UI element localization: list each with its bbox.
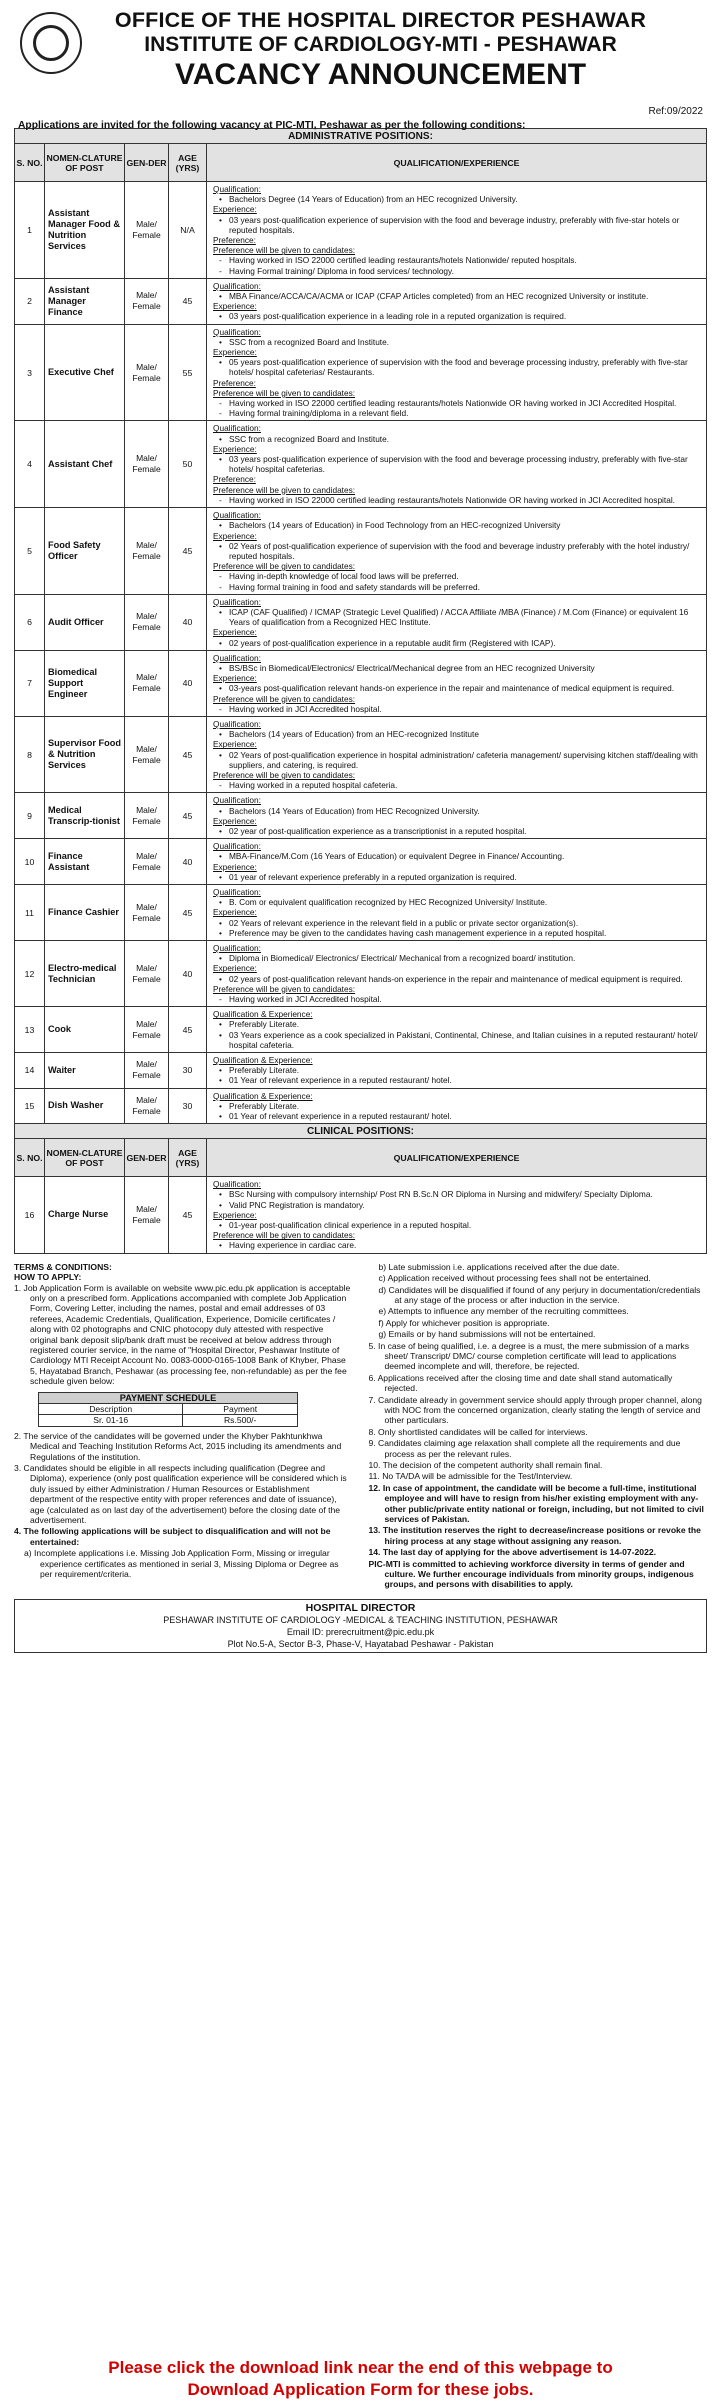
terms-section [14,1262,707,1591]
job-row [15,421,707,508]
term-item-4a: a) Incomplete applications i.e. Missing Job Application Form, Missing or irregular experience certificates as mentioned in serial 3, Missing Diploma or Degree as per requirement/criteria. [24,1548,339,1580]
job-age-limit: 30 [169,1053,207,1089]
job-serial-number: 8 [15,716,45,792]
job-age-limit: 55 [169,324,207,421]
term-right-item: e) Attempts to influence any member of the recruiting committees. [378,1306,629,1317]
term-right-item: f) Apply for whichever position is appropriate. [378,1317,550,1328]
qualification-bullet: • SSC from a recognized Board and Institute. [213,337,702,347]
term-right-item: PIC-MTI is committed to achieving workforce diversity in terms of gender and culture. We further encourage individuals from minority groups, indigenous groups, and persons with disabilities to apply. [368,1558,694,1590]
qualification-bullet: • 01 Year of relevant experience in a reputed restaurant/ hotel. [213,1075,702,1085]
job-gender: Male/ Female [125,885,169,941]
header [14,0,707,131]
qualification-heading: Preference will be given to candidates: [213,484,356,495]
job-serial-number: 1 [15,182,45,279]
qualification-bullet: • Bachelors (14 Years of Education) from HEC Recognized University. [213,806,702,816]
job-row [15,941,707,1007]
job-gender: Male/ Female [125,278,169,324]
job-age-limit: 45 [169,278,207,324]
job-post-title: Dish Washer [45,1088,125,1124]
qualification-heading: Experience: [213,347,257,358]
job-gender: Male/ Female [125,508,169,595]
job-serial-number: 16 [15,1177,45,1253]
job-gender: Male/ Female [125,421,169,508]
qualification-heading: Experience: [213,1209,257,1220]
job-serial-number: 2 [15,278,45,324]
job-serial-number: 5 [15,508,45,595]
qualification-bullet: • Preference may be given to the candidates having cash management experience in a reputed hospital. [213,928,702,938]
column-header-age: AGE (YRS) [169,144,207,182]
job-post-title: Medical Transcrip-tionist [45,793,125,839]
qualification-bullet: • 01 Year of relevant experience in a reputed restaurant/ hotel. [213,1111,702,1121]
term-right-item: 8. Only shortlisted candidates will be called for interviews. [368,1426,588,1437]
job-serial-number: 12 [15,941,45,1007]
job-row [15,1177,707,1253]
qualification-bullet: • 03 years post-qualification experience in a leading role in a reputed organization is required. [213,311,702,321]
job-qualification [207,1007,707,1053]
job-age-limit: 40 [169,839,207,885]
job-row [15,839,707,885]
job-qualification [207,278,707,324]
term-item-1: 1. Job Application Form is available on website www.pic.edu.pk application is acceptable only on a prescribed form. Applications accompanied with complete Job Application Form, Covering Letter, including the names, postal and email addresses of 03 referees, Academic Credentials, Qualification, Experience, Domicile certificates / along with 02 photographs and CNIC photocopy duly attested with respective original bank deposit slip/bank draft must be received at below address through registered courier service, in the name of "Hospital Director, Peshawar Institute of Cardiology MTI Receipt Account No. 0083-0000-0165-1008 Bank of Khyber, Phase 5, Hayatabad Branch, Peshawar (as processing fee, non-refundable) as per the fee schedule given below: [14,1282,351,1387]
job-age-limit: 45 [169,885,207,941]
administrative-positions-title: ADMINISTRATIVE POSITIONS: [15,129,707,144]
qualification-heading: Experience: [213,301,257,312]
term-item-4: 4. The following applications will be subject to disqualification and will not be entertained: [14,1526,331,1547]
job-row [15,324,707,421]
column-header-qualification: QUALIFICATION/EXPERIENCE [207,144,707,182]
preference-item: - Having in-depth knowledge of local food laws will be preferred. [213,571,702,581]
qualification-heading: Qualification & Experience: [213,1055,313,1066]
job-gender: Male/ Female [125,716,169,792]
job-post-title: Charge Nurse [45,1177,125,1253]
job-qualification [207,324,707,421]
job-age-limit: 30 [169,1088,207,1124]
qualification-heading: Preference will be given to candidates: [213,387,356,398]
job-serial-number: 3 [15,324,45,421]
preference-item: - Having worked in ISO 22000 certified leading restaurants/hotels Nationwide OR having worked in JCI Accredited hospital. [213,495,702,505]
column-header-post: NOMEN-CLATURE OF POST [45,1139,125,1177]
job-gender: Male/ Female [125,941,169,1007]
job-qualification [207,508,707,595]
column-header-age: AGE (YRS) [169,1139,207,1177]
job-row [15,650,707,716]
job-gender: Male/ Female [125,793,169,839]
qualification-bullet: • 02 Years of post-qualification experience of supervision with the food and beverage industry preferably with the hotel industry/ reputed hospitals. [213,541,702,561]
administrative-column-headers [15,144,707,182]
qualification-bullet: • 01 year of relevant experience preferably in a reputed organization is required. [213,872,702,882]
qualification-bullet: • Preferably Literate. [213,1065,702,1075]
job-qualification [207,1088,707,1124]
term-item-3: 3. Candidates should be eligible in all respects including qualification (Degree and Diploma), experience (only post qualification experience will be considered which is duly issued by either Administration / Human Resources or Establishment department of the respective entity with proper references and date of issuance), age (calculated as on last day of the advertisement) before the closing date of the advertisement. [14,1463,347,1526]
qualification-heading: Qualification & Experience: [213,1090,313,1101]
qualification-heading: Qualification: [213,652,261,663]
terms-title: TERMS & CONDITIONS: [14,1261,112,1272]
term-right-item: 5. In case of being qualified, i.e. a degree is a must, the mere submission of a marks sheet/ Transcript/ DMC/ course completion certificate will lead to applications deemed incomplete and will, therefore, be rejected. [368,1340,690,1372]
job-serial-number: 10 [15,839,45,885]
job-gender: Male/ Female [125,324,169,421]
term-item-2: 2. The service of the candidates will be governed under the Khyber Pakhtunkhwa Medical and Teaching Institution Reforms Act, 2015 including its amendments and Regulations of the institution. [14,1430,342,1462]
job-post-title: Supervisor Food & Nutrition Services [45,716,125,792]
clinical-column-headers [15,1139,707,1177]
qualification-bullet: • 02 years of post-qualification experience in a reputable audit firm (Registered with ICAP). [213,638,702,648]
qualification-heading: Qualification: [213,596,261,607]
job-serial-number: 6 [15,594,45,650]
how-to-apply-title: HOW TO APPLY: [14,1272,82,1283]
qualification-heading: Experience: [213,861,257,872]
qualification-bullet: • 02 years of post-qualification relevant hands-on experience in the repair and maintenance of medical equipment is required. [213,974,702,984]
job-row [15,508,707,595]
term-right-item: b) Late submission i.e. applications received after the due date. [378,1261,620,1272]
qualification-heading: Experience: [213,627,257,638]
qualification-heading: Qualification: [213,184,261,194]
terms-left-column [14,1262,353,1591]
column-header-sno: S. NO. [15,1139,45,1177]
footer-title: HOSPITAL DIRECTOR [305,1601,416,1614]
preference-item: - Having worked in ISO 22000 certified leading restaurants/hotels Nationwide/ reputed hospitals. [213,255,702,265]
header-line-1: OFFICE OF THE HOSPITAL DIRECTOR PESHAWAR [114,8,647,32]
job-row [15,793,707,839]
job-post-title: Audit Officer [45,594,125,650]
term-right-item: 6. Applications received after the closing time and date shall stand automatically rejected. [368,1372,673,1394]
term-right-item: 9. Candidates claiming age relaxation shall complete all the requirements and due process as per the relevant rules. [368,1438,681,1459]
download-notice-line-1: Please click the download link near the end of this webpage to [108,2358,613,2377]
job-age-limit: 40 [169,594,207,650]
job-gender: Male/ Female [125,1007,169,1053]
reference-number: Ref:09/2022 [648,106,703,117]
clinical-positions-title-row [15,1124,707,1139]
footer-address: Plot No.5-A, Sector B-3, Phase-V, Hayatabad Peshawar - Pakistan [227,1638,494,1649]
preference-item: - Having worked in JCI Accredited hospital. [213,994,702,1004]
term-right-item: c) Application received without processing fees shall not be entertained. [378,1273,651,1284]
job-qualification [207,793,707,839]
payment-title: PAYMENT SCHEDULE [39,1392,298,1403]
job-qualification [207,650,707,716]
positions-table [14,128,707,1254]
job-post-title: Assistant Manager Finance [45,278,125,324]
qualification-bullet: • 03 Years experience as a cook specialized in Pakistani, Continental, Chinese, and Italian cuisines in a reputed restaurant/ hotel/ hospital cafeteria. [213,1030,702,1050]
job-row [15,716,707,792]
job-post-title: Assistant Manager Food & Nutrition Services [45,182,125,279]
header-title: VACANCY ANNOUNCEMENT [174,58,587,91]
job-post-title: Cook [45,1007,125,1053]
qualification-bullet: • BS/BSc in Biomedical/Electronics/ Electrical/Mechanical degree from an HEC recognized University [213,663,702,673]
job-serial-number: 4 [15,421,45,508]
job-gender: Male/ Female [125,182,169,279]
qualification-heading: Preference: [213,377,256,388]
qualification-heading: Qualification: [213,326,261,337]
job-age-limit: 50 [169,421,207,508]
qualification-heading: Qualification: [213,1179,261,1190]
job-post-title: Food Safety Officer [45,508,125,595]
job-serial-number: 7 [15,650,45,716]
qualification-heading: Qualification: [213,280,261,291]
qualification-heading: Qualification: [213,510,261,521]
qualification-heading: Preference will be given to candidates: [213,769,356,780]
preference-item: - Having worked in a reputed hospital cafeteria. [213,780,702,790]
qualification-heading: Preference will be given to candidates: [213,561,356,572]
job-post-title: Waiter [45,1053,125,1089]
job-gender: Male/ Female [125,839,169,885]
job-row [15,594,707,650]
qualification-heading: Experience: [213,907,257,918]
job-gender: Male/ Female [125,650,169,716]
job-serial-number: 11 [15,885,45,941]
qualification-heading: Experience: [213,963,257,974]
preference-item: - Having Formal training/ Diploma in food services/ technology. [213,266,702,276]
footer-institution: PESHAWAR INSTITUTE OF CARDIOLOGY -MEDICAL & TEACHING INSTITUTION, PESHAWAR [163,1614,558,1625]
terms-right-column [369,1262,708,1591]
qualification-bullet: • B. Com or equivalent qualification recognized by HEC Recognized University/ Institute. [213,897,702,907]
qualification-bullet: • 03 years post-qualification experience of supervision with the food and beverage processing industry, preferably with five-star hotels/ hospital cafeterias. [213,454,702,474]
job-post-title: Finance Assistant [45,839,125,885]
qualification-heading: Qualification: [213,795,261,806]
job-gender: Male/ Female [125,1088,169,1124]
job-qualification [207,839,707,885]
header-line-2: INSTITUTE OF CARDIOLOGY-MTI - PESHAWAR [144,33,617,56]
footer [14,1599,707,1653]
qualification-heading: Qualification & Experience: [213,1009,313,1020]
job-age-limit: 45 [169,793,207,839]
job-age-limit: 45 [169,1007,207,1053]
term-right-item: 11. No TA/DA will be admissible for the Test/Interview. [368,1471,573,1482]
term-right-item: d) Candidates will be disqualified if found of any perjury in documentation/credentials at any stage of the process or after induction in the service. [378,1284,701,1305]
download-notice-line-2: Download Application Form for these jobs. [187,2380,534,2399]
job-serial-number: 15 [15,1088,45,1124]
job-age-limit: N/A [169,182,207,279]
job-qualification [207,594,707,650]
job-age-limit: 40 [169,650,207,716]
term-right-item: 7. Candidate already in government service should apply through proper channel, along with NOC from the concerned organization, clearly stating the length of service and other particulars. [368,1394,702,1426]
job-serial-number: 14 [15,1053,45,1089]
qualification-heading: Qualification: [213,718,261,729]
job-row [15,1007,707,1053]
qualification-heading: Experience: [213,443,257,454]
institute-logo [20,12,82,74]
job-qualification [207,421,707,508]
qualification-heading: Preference: [213,235,256,246]
qualification-heading: Preference will be given to candidates: [213,693,356,704]
intro-text: Applications are invited for the following vacancy at PIC-MTI, Peshawar as per the following conditions: [18,120,526,131]
qualification-bullet: • 02 year of post-qualification experience as a transcriptionist in a reputed hospital. [213,826,702,836]
job-qualification [207,1053,707,1089]
qualification-bullet: • Bachelors (14 years of Education) in Food Technology from an HEC-recognized University [213,520,702,530]
job-qualification [207,941,707,1007]
qualification-heading: Preference will be given to candidates: [213,1230,356,1241]
job-qualification [207,716,707,792]
job-age-limit: 45 [169,716,207,792]
job-qualification [207,182,707,279]
term-right-item: g) Emails or by hand submissions will not be entertained. [378,1329,596,1340]
payment-header-description: Description [39,1403,183,1414]
qualification-heading: Qualification: [213,943,261,954]
payment-cell-description: Sr. 01-16 [39,1415,183,1426]
term-right-item: 12. In case of appointment, the candidate will be become a full-time, institutional employee and will have to resign from his/her existing employment with any-other public/private entity national or foreign, including, but not limited to civil services of Pakistan. [368,1482,704,1525]
column-header-gender: GEN-DER [125,1139,169,1177]
qualification-heading: Qualification: [213,841,261,852]
qualification-bullet: • ICAP (CAF Qualified) / ICMAP (Strategic Level Qualified) / ACCA Affiliate /MBA (Finance) / M.Com (Finance) or equivalent 16 Years of qualification from a Recognized HEC Institute. [213,607,702,627]
qualification-heading: Preference: [213,474,256,485]
qualification-bullet: • SSC from a recognized Board and Institute. [213,434,702,444]
column-header-post: NOMEN-CLATURE OF POST [45,144,125,182]
job-age-limit: 40 [169,941,207,1007]
download-notice [0,2357,721,2401]
qualification-heading: Experience: [213,673,257,684]
qualification-bullet: • Preferably Literate. [213,1101,702,1111]
qualification-bullet: • MBA Finance/ACCA/CA/ACMA or ICAP (CFAP Articles completed) from an HEC recognized University or institute. [213,291,702,301]
job-row [15,885,707,941]
qualification-bullet: • 01-year post-qualification clinical experience in a reputed hospital. [213,1220,702,1230]
preference-item: - Having worked in ISO 22000 certified leading restaurants/hotels Nationwide OR having worked in JCI Accredited Hospital. [213,398,702,408]
term-right-item: 14. The last day of applying for the above advertisement is 14-07-2022. [368,1547,657,1558]
job-row [15,1053,707,1089]
qualification-bullet: • Having experience in cardiac care. [213,1240,702,1250]
job-post-title: Assistant Chef [45,421,125,508]
job-row [15,1088,707,1124]
job-qualification [207,1177,707,1253]
preference-item: - Having formal training/diploma in a relevant field. [213,408,702,418]
qualification-bullet: • Bachelors (14 years of Education) from an HEC-recognized Institute [213,729,702,739]
qualification-bullet: • MBA-Finance/M.Com (16 Years of Education) or equivalent Degree in Finance/ Accounting. [213,851,702,861]
preference-item: - Having formal training in food and safety standards will be preferred. [213,582,702,592]
qualification-bullet: • 02 Years of relevant experience in the relevant field in a public or private sector organization(s). [213,918,702,928]
qualification-heading: Qualification: [213,887,261,897]
qualification-bullet: • 03 years post-qualification experience of supervision with the food and beverage industry, preferably with five-star hotels or reputed hospitals. [213,215,702,235]
qualification-bullet: • 03-years post-qualification relevant hands-on experience in the repair and maintenance of medical equipment is required. [213,683,702,693]
job-gender: Male/ Female [125,1177,169,1253]
payment-header-payment: Payment [183,1403,298,1414]
term-right-item: 10. The decision of the competent authority shall remain final. [368,1460,603,1470]
job-age-limit: 45 [169,1177,207,1253]
payment-cell-amount: Rs.500/- [183,1415,298,1426]
column-header-gender: GEN-DER [125,144,169,182]
qualification-heading: Qualification: [213,423,261,434]
job-row [15,278,707,324]
clinical-positions-title: CLINICAL POSITIONS: [15,1124,707,1139]
qualification-heading: Preference will be given to candidates: [213,245,356,256]
job-serial-number: 9 [15,793,45,839]
job-gender: Male/ Female [125,594,169,650]
qualification-bullet: • Bachelors Degree (14 Years of Education) from an HEC recognized University. [213,194,702,204]
job-post-title: Executive Chef [45,324,125,421]
qualification-bullet: • Valid PNC Registration is mandatory. [213,1200,702,1210]
payment-schedule [38,1392,298,1427]
term-right-item: 13. The institution reserves the right to decrease/increase positions or revoke the hiring process at any stage without assigning any reason. [368,1525,701,1546]
job-serial-number: 13 [15,1007,45,1053]
qualification-bullet: • 02 Years of post-qualification experience in hospital administration/ cafeteria management/ supervising kitchen staff/dealing with suppliers, and catering, is required. [213,750,702,770]
qualification-heading: Experience: [213,204,257,215]
column-header-sno: S. NO. [15,144,45,182]
job-row [15,182,707,279]
job-post-title: Electro-medical Technician [45,941,125,1007]
qualification-heading: Experience: [213,739,257,750]
job-post-title: Finance Cashier [45,885,125,941]
job-post-title: Biomedical Support Engineer [45,650,125,716]
qualification-bullet: • Diploma in Biomedical/ Electronics/ Electrical/ Mechanical from a recognized board/ institution. [213,953,702,963]
job-age-limit: 45 [169,508,207,595]
job-gender: Male/ Female [125,1053,169,1089]
qualification-bullet: • Preferably Literate. [213,1019,702,1029]
column-header-qualification: QUALIFICATION/EXPERIENCE [207,1139,707,1177]
qualification-heading: Preference will be given to candidates: [213,983,356,994]
job-qualification [207,885,707,941]
preference-item: - Having worked in JCI Accredited hospital. [213,704,702,714]
qualification-heading: Experience: [213,815,257,826]
qualification-bullet: • BSc Nursing with compulsory internship/ Post RN B.Sc.N OR Diploma in Nursing and midwifery/ Specialty Diploma. [213,1189,702,1199]
qualification-bullet: • 05 years post-qualification experience of supervision with the food and beverage processing industry, preferably with five-star hotels/ hospital cafeterias/ Restaurants. [213,357,702,377]
qualification-heading: Experience: [213,530,257,541]
footer-email: Email ID: prerecruitment@pic.edu.pk [286,1626,435,1637]
